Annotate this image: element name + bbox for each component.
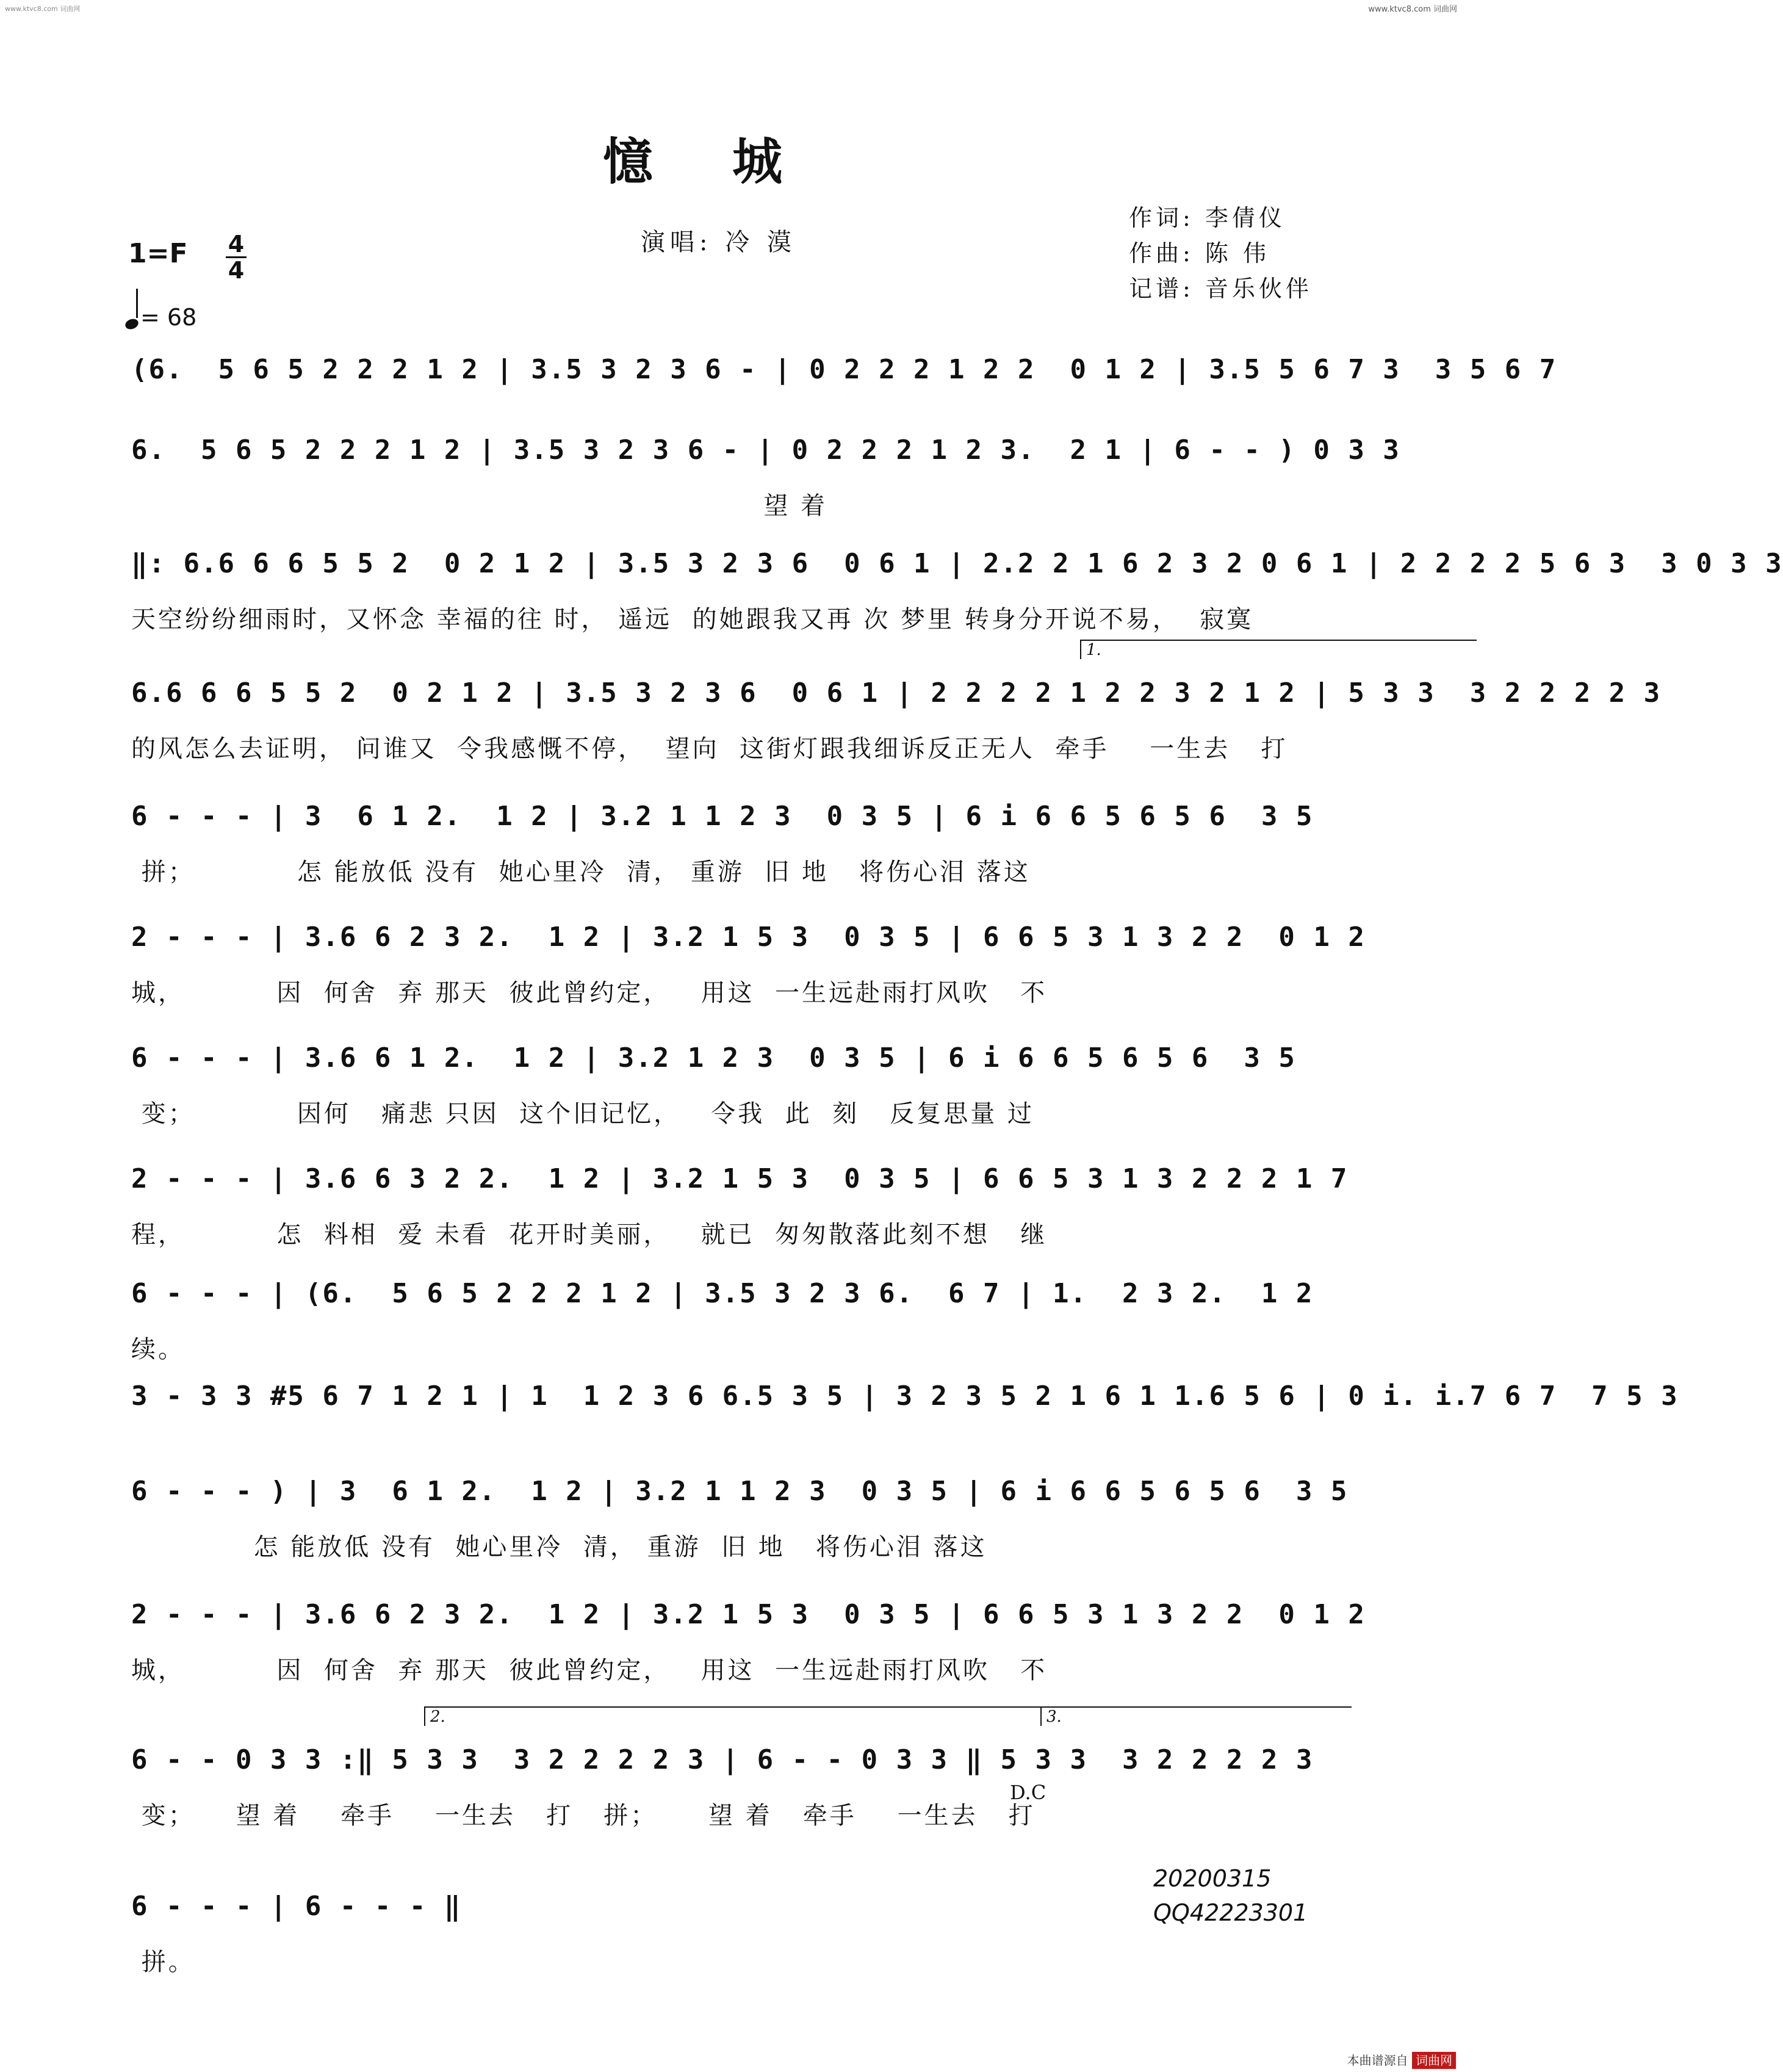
line-notes: 6. 5 6 5 2 2 2 1 2 | 3.5 3 2 3 6 - | 0 2 2 2 1 2 3. 2 1 | 6 - - ) 0 3 3 bbox=[131, 435, 1400, 466]
footer-watermark bbox=[1347, 2051, 1456, 2068]
singer-credit: 演唱: 冷 漠 bbox=[641, 228, 796, 256]
line-notes: (6. 5 6 5 2 2 2 1 2 | 3.5 3 2 3 6 - | 0 2 2 2 1 2 2 0 1 2 | 3.5 5 6 7 3 3 5 6 7 bbox=[131, 354, 1557, 385]
composer-credit: 作曲: 陈 伟 bbox=[1129, 240, 1270, 267]
line-lyrics: 拼； 怎 能放低 没有 她心里冷 清， 重游 旧 地 将伤心泪 落这 bbox=[131, 858, 1031, 886]
line-lyrics: 拼。 bbox=[131, 1948, 195, 1976]
line-lyrics: 程， 怎 料相 爱 未看 花开时美丽， 就已 匆匆散落此刻不想 继 bbox=[131, 1221, 1048, 1249]
da-capo-marking: D.C bbox=[1010, 1781, 1046, 1804]
song-title: 憶城 bbox=[602, 133, 862, 191]
score-line-6 bbox=[131, 922, 1366, 1031]
line-notes: 2 - - - | 3.6 6 3 2 2. 1 2 | 3.2 1 5 3 0 3 5 | 6 6 5 3 1 3 2 2 2 1 7 bbox=[131, 1163, 1349, 1194]
score-line-8 bbox=[131, 1163, 1349, 1273]
score-line-10 bbox=[131, 1381, 1679, 1490]
line-notes: ‖: 6.6 6 6 5 5 2 0 2 1 2 | 3.5 3 2 3 6 0 6 1 | 2.2 2 1 6 2 3 2 0 6 1 | 2 2 2 2 5 6 3 3 0 3 3 bbox=[131, 548, 1783, 579]
line-lyrics: 续。 bbox=[131, 1335, 185, 1363]
line-lyrics: 城， 因 何舍 弃 那天 彼此曾约定， 用这 一生远赴雨打风吹 不 bbox=[131, 1656, 1048, 1684]
line-notes: 6 - - - | 3.6 6 1 2. 1 2 | 3.2 1 2 3 0 3 5 | 6 i 6 6 5 6 5 6 3 5 bbox=[131, 1042, 1296, 1074]
line-lyrics: 城， 因 何舍 弃 那天 彼此曾约定， 用这 一生远赴雨打风吹 不 bbox=[131, 979, 1048, 1007]
line-lyrics: 变； 因何 痛悲 只因 这个旧记忆， 令我 此 刻 反复思量 过 bbox=[131, 1100, 1035, 1128]
quarter-note-icon bbox=[124, 317, 140, 331]
score-line-7 bbox=[131, 1042, 1345, 1152]
line-lyrics: 望 着 bbox=[131, 492, 828, 520]
transcription-date: 20200315 bbox=[1153, 1865, 1272, 1892]
transcriber-qq: QQ42223301 bbox=[1153, 1899, 1308, 1926]
time-signature-top: 4 bbox=[228, 231, 245, 258]
footer-source-text: 本曲谱源自 bbox=[1347, 2053, 1408, 2068]
line-notes: 3 - 3 3 #5 6 7 1 2 1 | 1 1 2 3 6 6.5 3 5 | 3 2 3 5 2 1 6 1 1.6 5 6 | 0 i. i.7 6 7 7 5 3 bbox=[131, 1381, 1679, 1412]
lyricist-credit: 作词: 李倩仪 bbox=[1129, 204, 1286, 231]
transcriber-credit: 记谱: 音乐伙伴 bbox=[1129, 275, 1313, 302]
footer-site-badge: 词曲网 bbox=[1412, 2052, 1456, 2069]
score-line-5 bbox=[131, 801, 1345, 911]
time-signature bbox=[226, 232, 247, 283]
third-ending-bracket: 3. bbox=[1040, 1706, 1352, 1726]
site-watermark-left: www.ktvc8.com 词曲网 bbox=[5, 5, 81, 13]
score-line-4 bbox=[131, 641, 1662, 787]
first-ending-bracket: 1. bbox=[1080, 640, 1477, 659]
line-notes: 6.6 6 6 5 5 2 0 2 1 2 | 3.5 3 2 3 6 0 6 1 | 2 2 2 2 1 2 2 3 2 1 2 | 5 3 3 3 2 2 2 2 3 bbox=[131, 677, 1662, 709]
line-notes: 6 - - 0 3 3 :‖ 5 3 3 3 2 2 2 2 3 | 6 - - 0 3 3 ‖ 5 3 3 3 2 2 2 2 3 bbox=[131, 1744, 1314, 1775]
second-ending-bracket: 2. bbox=[424, 1706, 1162, 1726]
line-lyrics: 变； 望 着 牵手 一生去 打 拼； 望 着 牵手 一生去 打 bbox=[131, 1802, 1036, 1830]
line-notes: 6 - - - | (6. 5 6 5 2 2 2 1 2 | 3.5 3 2 3 6. 6 7 | 1. 2 3 2. 1 2 bbox=[131, 1278, 1314, 1309]
line-lyrics: 天空纷纷细雨时，又怀念 幸福的往 时， 遥远 的她跟我又再 次 梦里 转身分开说不易， 寂寞 bbox=[131, 605, 1254, 634]
time-signature-bottom: 4 bbox=[228, 257, 245, 284]
score-line-11 bbox=[131, 1476, 1349, 1586]
line-lyrics: 怎 能放低 没有 她心里冷 清， 重游 旧 地 将伤心泪 落这 bbox=[131, 1533, 987, 1561]
transcription-info bbox=[1153, 1861, 1308, 1930]
line-notes: 6 - - - | 6 - - - ‖ bbox=[131, 1891, 462, 1922]
score-line-12 bbox=[131, 1599, 1366, 1709]
tempo-value: = 68 bbox=[140, 304, 197, 331]
line-notes: 2 - - - | 3.6 6 2 3 2. 1 2 | 3.2 1 5 3 0 3 5 | 6 6 5 3 1 3 2 2 0 1 2 bbox=[131, 922, 1366, 953]
line-notes: 6 - - - | 3 6 1 2. 1 2 | 3.2 1 1 2 3 0 3 5 | 6 i 6 6 5 6 5 6 3 5 bbox=[131, 801, 1314, 832]
line-lyrics: 的风怎么去证明， 问谁又 令我感慨不停， 望向 这街灯跟我细诉反正无人 牵手 一生去 打 bbox=[131, 735, 1288, 763]
line-notes: 2 - - - | 3.6 6 2 3 2. 1 2 | 3.2 1 5 3 0 3 5 | 6 6 5 3 1 3 2 2 0 1 2 bbox=[131, 1599, 1366, 1630]
key-signature: 1=F bbox=[128, 238, 188, 269]
site-watermark-right: www.ktvc8.com 词曲网 bbox=[1368, 5, 1457, 14]
tempo-marking bbox=[125, 296, 196, 331]
note-stem bbox=[136, 289, 138, 318]
score-line-9 bbox=[131, 1278, 1345, 1388]
score-line-13 bbox=[131, 1708, 1345, 1854]
credits-block bbox=[1129, 200, 1313, 306]
score-line-2 bbox=[131, 435, 1400, 544]
line-notes: 6 - - - ) | 3 6 1 2. 1 2 | 3.2 1 1 2 3 0 3 5 | 6 i 6 6 5 6 5 6 3 5 bbox=[131, 1476, 1349, 1507]
